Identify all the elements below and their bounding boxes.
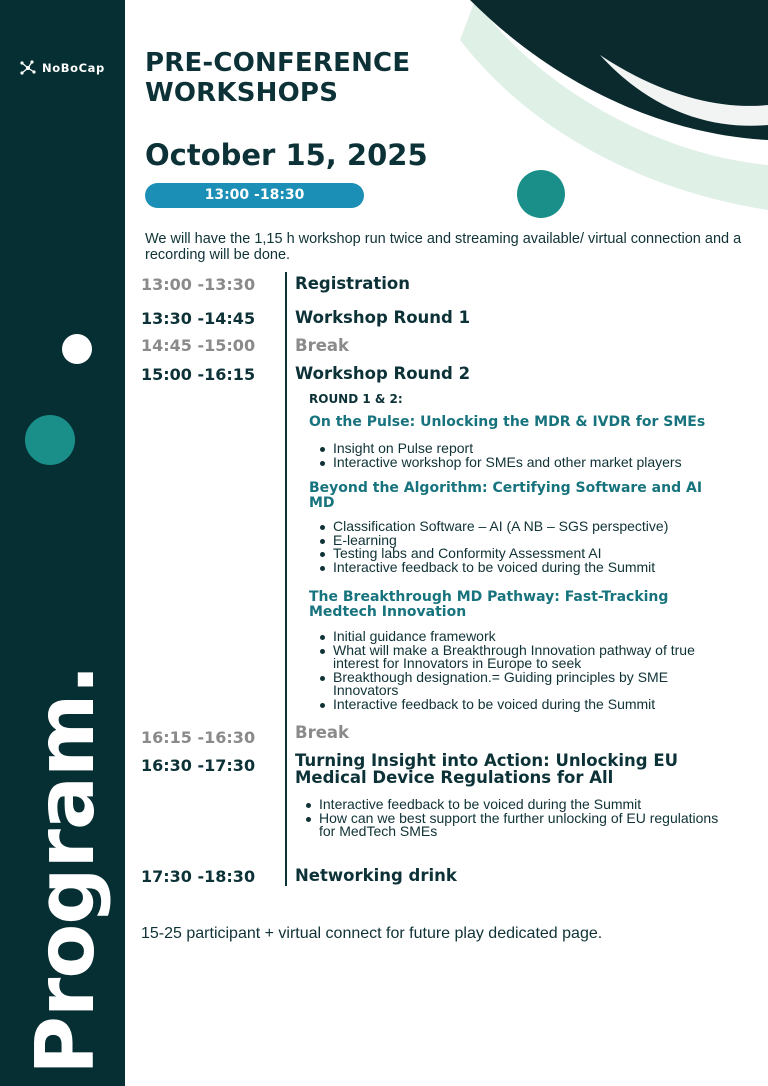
molecule-icon: [18, 58, 38, 78]
schedule-event: Break: [295, 336, 350, 355]
decorative-swoosh: [420, 0, 768, 210]
round-label: ROUND 1 & 2:: [309, 392, 403, 406]
list-item: Interactive feedback to be voiced during the Summit: [318, 698, 728, 712]
title-line-1: PRE-CONFERENCE: [145, 48, 411, 78]
list-item: Initial guidance framework: [318, 630, 728, 644]
footer-note: 15-25 participant + virtual connect for future play dedicated page.: [141, 925, 603, 942]
topic-title: Beyond the Algorithm: Certifying Software and AI MD: [309, 480, 703, 511]
schedule-time: 14:45 -15:00: [141, 336, 256, 355]
list-item: Insight on Pulse report: [318, 442, 728, 456]
schedule-time: 13:30 -14:45: [141, 309, 256, 328]
list-item: How can we best support the further unlocking of EU regulations for MedTech SMEs: [304, 812, 724, 839]
schedule-time: 16:15 -16:30: [141, 728, 256, 747]
white-dot: [62, 334, 92, 364]
title-line-2: WORKSHOPS: [145, 78, 339, 108]
list-item: Interactive feedback to be voiced during the Summit: [318, 561, 728, 575]
topic-title: On the Pulse: Unlocking the MDR & IVDR for SMEs: [309, 414, 706, 430]
logo-text: NoBoCap: [42, 61, 105, 75]
page-title: [145, 48, 410, 108]
schedule-event: Turning Insight into Action: Unlocking EU Medical Device Regulations for All: [295, 751, 678, 787]
schedule-time: 17:30 -18:30: [141, 867, 256, 886]
schedule-time: 13:00 -13:30: [141, 275, 256, 294]
time-range-pill: 13:00 -18:30: [145, 183, 364, 208]
intro-text: We will have the 1,15 h workshop run twice and streaming available/ virtual connection and a recording will be done.: [145, 231, 742, 263]
list-item: Interactive feedback to be voiced during the Summit: [304, 798, 724, 812]
schedule-event: Registration: [295, 274, 410, 293]
session-bullet-list: [304, 798, 724, 839]
topic-bullet-list: [318, 630, 728, 711]
schedule-divider: [285, 272, 287, 886]
logo: [18, 58, 105, 78]
list-item: What will make a Breakthrough Innovation pathway of true interest for Innovators in Europe to seek: [318, 644, 728, 671]
schedule-event: Workshop Round 2: [295, 364, 471, 383]
schedule-time: 15:00 -16:15: [141, 365, 256, 384]
schedule-event: Break: [295, 723, 350, 742]
list-item: Interactive workshop for SMEs and other market players: [318, 456, 728, 470]
list-item: Classification Software – AI (A NB – SGS perspective): [318, 520, 728, 534]
topic-bullet-list: [318, 442, 728, 469]
list-item: Testing labs and Conformity Assessment AI: [318, 547, 728, 561]
schedule-event: Networking drink: [295, 866, 457, 885]
topic-title: The Breakthrough MD Pathway: Fast-Tracking Medtech Innovation: [309, 589, 669, 620]
list-item: E-learning: [318, 534, 728, 548]
sidebar: [0, 0, 125, 1086]
schedule-event: Workshop Round 1: [295, 308, 471, 327]
event-date: October 15, 2025: [145, 138, 428, 172]
list-item: Breakthough designation.= Guiding principles by SME Innovators: [318, 671, 728, 698]
teal-dot-left: [25, 415, 75, 465]
vertical-program-title: Program.: [19, 665, 112, 1075]
topic-bullet-list: [318, 520, 728, 574]
schedule-time: 16:30 -17:30: [141, 756, 256, 775]
